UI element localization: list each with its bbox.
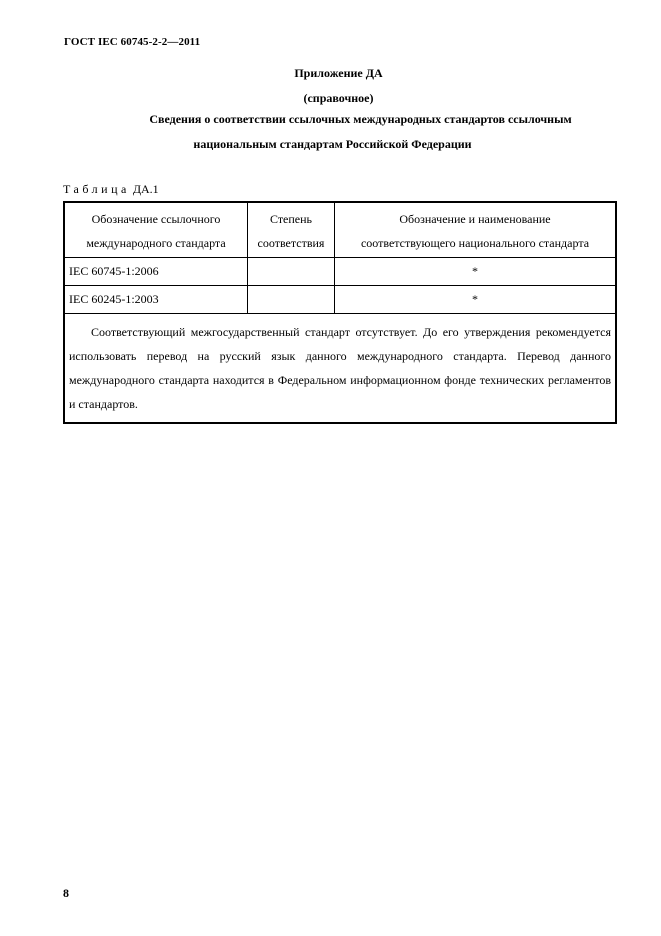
page-number: 8: [63, 886, 69, 900]
header-col2-line1: Степень: [269, 212, 313, 226]
cell-standard: IEC 60745-1:2006: [64, 258, 248, 286]
correspondence-table: [63, 201, 617, 424]
header-col3-line2: соответствующего национального стандарта: [360, 236, 590, 250]
header-national-standard: [335, 202, 617, 258]
table-header-row: [64, 202, 616, 258]
header-col3-line1: Обозначение и наименование: [399, 212, 551, 226]
cell-national: *: [335, 286, 617, 314]
appendix-title: Приложение ДА: [294, 66, 383, 80]
header-col1-line2: международного стандарта: [86, 236, 226, 250]
cell-standard: IEC 60245-1:2003: [64, 286, 248, 314]
header-col1-line1: Обозначение ссылочного: [91, 212, 221, 226]
table-note-row: [64, 314, 616, 424]
header-international-standard: [64, 202, 248, 258]
header-col2-line2: соответствия: [257, 236, 325, 250]
document-code: ГОСТ IEC 60745-2-2—2011: [64, 36, 201, 48]
table-caption-word: Таблица: [63, 182, 130, 196]
appendix-heading-line2: национальным стандартам Российской Федерации: [193, 137, 472, 151]
cell-degree: [248, 286, 335, 314]
table-caption-number: ДА.1: [132, 182, 159, 196]
appendix-heading-line1: Сведения о соответствии ссылочных международных стандартов ссылочным: [149, 112, 572, 126]
table-note: Соответствующий межгосударственный стандарт отсутствует. До его утверждения рекомендуется использовать перевод на русский язык данного международного стандарта. Перевод данного международного стандарта находится в Федеральном информационном фонде технических регламентов и стандартов.: [64, 314, 616, 424]
cell-degree: [248, 258, 335, 286]
table-row: [64, 286, 616, 314]
header-degree: [248, 202, 335, 258]
table-row: [64, 258, 616, 286]
appendix-reference-label: (справочное): [303, 91, 374, 105]
cell-national: *: [335, 258, 617, 286]
table-caption: [63, 182, 159, 197]
